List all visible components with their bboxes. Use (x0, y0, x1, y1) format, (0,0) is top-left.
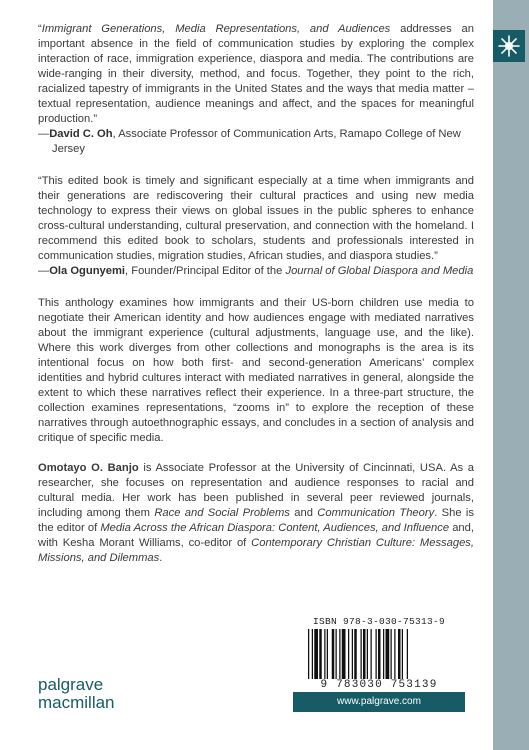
barcode-bar (394, 629, 395, 679)
barcode-bar (391, 629, 392, 679)
open-quote: “ (38, 23, 42, 35)
barcode-bar (371, 629, 372, 679)
book-title: Media Across the African Diaspora: Content, Audiences, and Influence (100, 522, 450, 534)
barcode-bar (361, 629, 362, 679)
barcode-bar (339, 629, 340, 679)
back-cover-text (38, 22, 474, 566)
barcode-bar (367, 629, 368, 679)
barcode-bar (354, 629, 357, 679)
editor-bio (38, 461, 474, 566)
barcode-digits: 9 783030 753139 (320, 679, 438, 691)
bio-text: and, with Kesha Morant Williams, co-editor of (38, 522, 474, 549)
editor-name: Omotayo O. Banjo (38, 462, 139, 474)
journal-title: Communication Theory (317, 507, 435, 519)
barcode-bar (378, 629, 381, 679)
endorser-1-name: David C. Oh (49, 128, 113, 140)
book-title-italic: Immigrant Generations, Media Representations, and Audiences (41, 23, 391, 35)
endorsement-2-attribution (38, 264, 474, 279)
barcode-bar (363, 629, 366, 679)
bio-text: is Associate Professor at the University of Cincinnati, USA. As a researcher, she focuses on representation and audience responses to racial and cultural media. Her work has been published in several peer reviewed journals, including among them (38, 462, 475, 519)
barcode-bar (383, 629, 384, 679)
endorser-1-affiliation: , Associate Professor of Communication Arts, Ramapo College of New Jersey (52, 128, 461, 155)
barcode (304, 629, 454, 679)
book-title: Contemporary Christian Culture: Messages, Missions, and Dilemmas (38, 537, 475, 564)
endorser-2-name: Ola Ogunyemi (49, 265, 126, 277)
barcode-bar (332, 629, 335, 679)
spine-sidebar (493, 0, 529, 750)
barcode-bar (386, 629, 390, 679)
bio-text: . (159, 552, 163, 564)
barcode-bar (398, 629, 401, 679)
journal-title: Journal of Global Diaspora and Media (285, 265, 474, 277)
publisher-line-1: palgrave (38, 675, 104, 694)
palgrave-star-icon (493, 30, 525, 62)
barcode-bar (348, 629, 349, 679)
bio-text: . She is the editor of (38, 507, 474, 534)
barcode-bar (314, 629, 318, 679)
journal-title: Race and Social Problems (154, 507, 290, 519)
barcode-bar (352, 629, 353, 679)
endorsement-1-attribution (38, 127, 474, 157)
barcode-bar (308, 629, 309, 679)
endorsement-2: “This edited book is timely and significant especially at a time when immigrants and their generations are rediscovering their cultural practices and using new media technology to express their views on global issues in the public spheres to enhance cross-cultural understanding, cultural preservation, and connection with the homeland. I recommend this edited book to scholars, students and professionals interested in communication studies, migration studies, African studies, and diaspora studies.” (38, 175, 474, 262)
publisher-logo (38, 676, 115, 712)
palgrave-logo-box (493, 30, 525, 62)
barcode-bar (376, 629, 377, 679)
endorsement-1-text: addresses an important absence in the field of communication studies by exploring the complex interaction of race, immigration experience, diaspora and media. The contributions are wide-ranging in their diversity, method, and focus. Together, they point to the rich, racialized tapestry of immigrants in the United States and the ways that media matter – textual representation, audience meanings and affect, and the spaces for meaningful production.” (38, 23, 475, 125)
dash: — (38, 128, 50, 140)
barcode-bar (342, 629, 346, 679)
publisher-line-2: macmillan (38, 693, 115, 712)
barcode-bar (336, 629, 337, 679)
barcode-bar (407, 629, 408, 679)
bio-text: and (289, 507, 318, 519)
book-description: This anthology examines how immigrants and their US-born children use media to negotiate their American identity and how audiences engage with mediated narratives about the immigrant experience (cultural adjustments, language use, and the like). Where this work diverges from other collections and monographs is the area is its intentional focus on how both first- and second-generation Americans’ complex identities and hybrid cultures interact with mediated narratives in general, alongside the extent to which these narratives reflect their experience. In a three-part structure, the collection examines representations, “zooms in” to explore the reception of these narratives through autoethnographic essays, and concludes in a section of analysis and critique of specific media. (38, 297, 474, 444)
barcode-bar (324, 629, 325, 679)
endorser-2-affiliation: , Founder/Principal Editor of the (125, 265, 286, 277)
isbn-label: ISBN 978-3-030-75313-9 (312, 616, 446, 627)
barcode-bar (312, 629, 313, 679)
barcode-bar (327, 629, 328, 679)
endorsement-1 (38, 22, 474, 127)
publisher-url[interactable]: www.palgrave.com (293, 692, 465, 712)
dash: — (38, 265, 50, 277)
barcode-bar (319, 629, 322, 679)
barcode-bar (402, 629, 403, 679)
isbn-barcode-block (293, 614, 465, 702)
